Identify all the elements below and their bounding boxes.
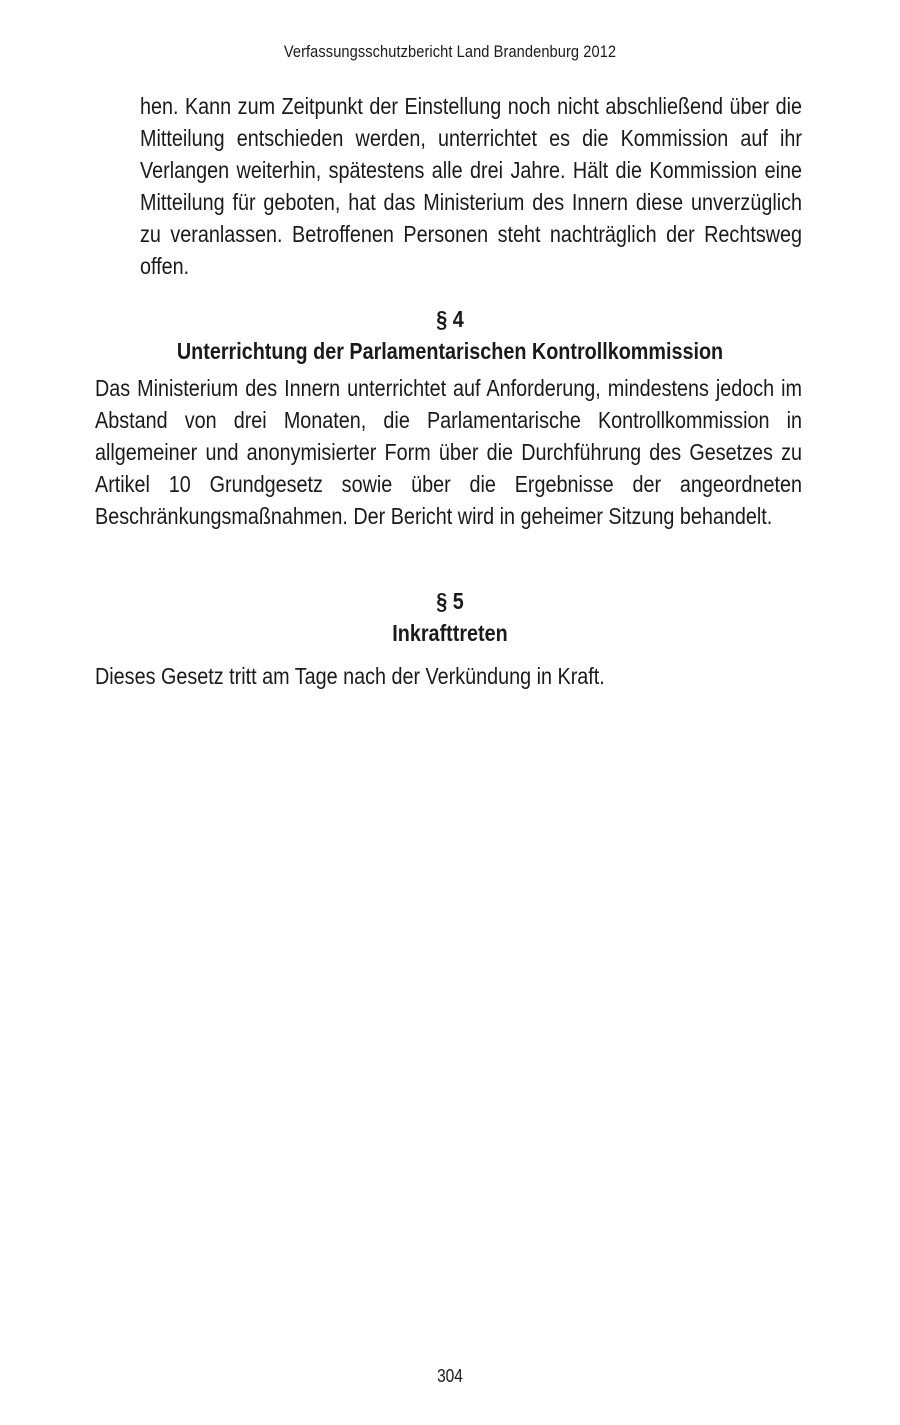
section-4-number: § 4	[436, 306, 464, 332]
section-4-text: Das Ministerium des Innern unterrichtet auf Anforderung, mindestens jedoch im Abstand von drei Monaten, die Parlamentarische Kontrollkommission in allgemeiner und anonymisierter Form über die Durchführung des Gesetzes zu Artikel 10 Grundgesetz sowie über die Ergebnisse der angeordneten Beschränkungsmaßnahmen. Der Bericht wird in geheimer Sitzung behandelt.	[95, 375, 802, 529]
section-4-title: Unterrichtung der Parlamentarischen Kontrollkommission	[176, 338, 724, 364]
continuation-paragraph	[140, 90, 802, 282]
continuation-paragraph-text: hen. Kann zum Zeitpunkt der Einstellung noch nicht abschließend über die Mitteilung entschieden werden, unterrichtet es die Kommission auf ihr Verlangen weiterhin, spätestens alle drei Jahre. Hält die Kommission eine Mitteilung für geboten, hat das Ministerium des Innern diese unverzüglich zu veranlassen. Betroffenen Personen steht nachträglich der Rechtsweg offen.	[140, 93, 802, 279]
section-5-paragraph	[95, 660, 802, 692]
page-number: 304	[437, 1366, 463, 1386]
running-header: Verfassungsschutzbericht Land Brandenburg 2012	[283, 42, 617, 61]
section-5-number: § 5	[436, 588, 464, 614]
section-4-paragraph	[95, 372, 802, 532]
section-5-text: Dieses Gesetz tritt am Tage nach der Verkündung in Kraft.	[95, 663, 605, 689]
section-5-title: Inkrafttreten	[392, 620, 508, 646]
